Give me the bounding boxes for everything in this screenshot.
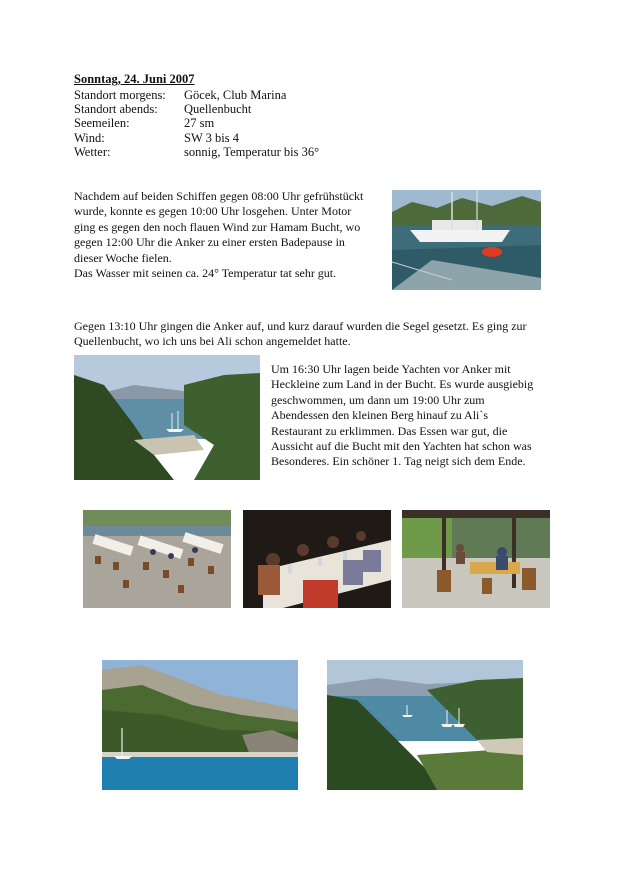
photo-bay-hillside (102, 660, 298, 790)
text-line: geschwommen, um dann um 19:00 Uhr zum (271, 392, 485, 407)
text-line: Quellenbucht, wo ich uns bei Ali schon angemeldet hatte. (74, 334, 351, 349)
text-line: dieser Woche fielen. (74, 250, 172, 265)
text-line: Aussicht auf die Bucht mit den Yachten hat schon was (271, 439, 532, 454)
info-row-weather (74, 145, 319, 159)
paragraph-morning (74, 189, 384, 281)
info-row-morning (74, 88, 319, 102)
photo-dinner-group (243, 510, 391, 608)
info-value: sonnig, Temperatur bis 36° (184, 144, 320, 159)
info-label: Standort abends: (74, 102, 158, 117)
paragraph-sailing (74, 319, 554, 350)
photo-yacht-anchored (392, 190, 541, 290)
info-label: Wind: (74, 130, 105, 145)
text-line: Abendessen den kleinen Berg hinauf zu Ali`s (271, 408, 489, 423)
photo-bay-yachts (327, 660, 523, 790)
info-value: Quellenbucht (184, 102, 252, 117)
photo-bay-overview (74, 355, 260, 480)
text-line: Nachdem auf beiden Schiffen gegen 08:00 Uhr gefrühstückt (74, 189, 364, 203)
trip-info-table (74, 88, 319, 159)
info-row-wind (74, 131, 319, 145)
text-line: wurde, konnte es gegen 10:00 Uhr losgehen. Unter Motor (74, 204, 352, 219)
photo-restaurant-tables (83, 510, 231, 608)
info-value: 27 sm (184, 116, 215, 131)
text-line: ging es gegen den noch flauen Wind zur Hamam Bucht, wo (74, 219, 361, 234)
info-value: Göcek, Club Marina (184, 88, 287, 102)
info-label: Wetter: (74, 144, 111, 159)
info-label: Standort morgens: (74, 88, 166, 102)
info-value: SW 3 bis 4 (184, 130, 239, 145)
text-line: Restaurant zu erklimmen. Das Essen war gut, die (271, 423, 508, 438)
info-row-evening (74, 102, 319, 116)
text-line: gegen 12:00 Uhr die Anker zu einer ersten Badepause in (74, 235, 345, 250)
text-line: Das Wasser mit seinen ca. 24° Temperatur tat sehr gut. (74, 266, 337, 281)
page-title: Sonntag, 24. Juni 2007 (74, 72, 195, 86)
text-line: Gegen 13:10 Uhr gingen die Anker auf, und kurz darauf wurden die Segel gesetzt. Es ging zur (74, 319, 527, 333)
paragraph-evening (271, 362, 546, 470)
text-line: Besonderes. Ein schöner 1. Tag neigt sich dem Ende. (271, 454, 526, 469)
text-line: Heckleine zum Land in der Bucht. Es wurde ausgiebig (271, 377, 534, 392)
info-label: Seemeilen: (74, 116, 130, 131)
text-line: Um 16:30 Uhr lagen beide Yachten vor Anker mit (271, 362, 511, 376)
photo-restaurant-terrace (402, 510, 550, 608)
info-row-miles (74, 116, 319, 130)
